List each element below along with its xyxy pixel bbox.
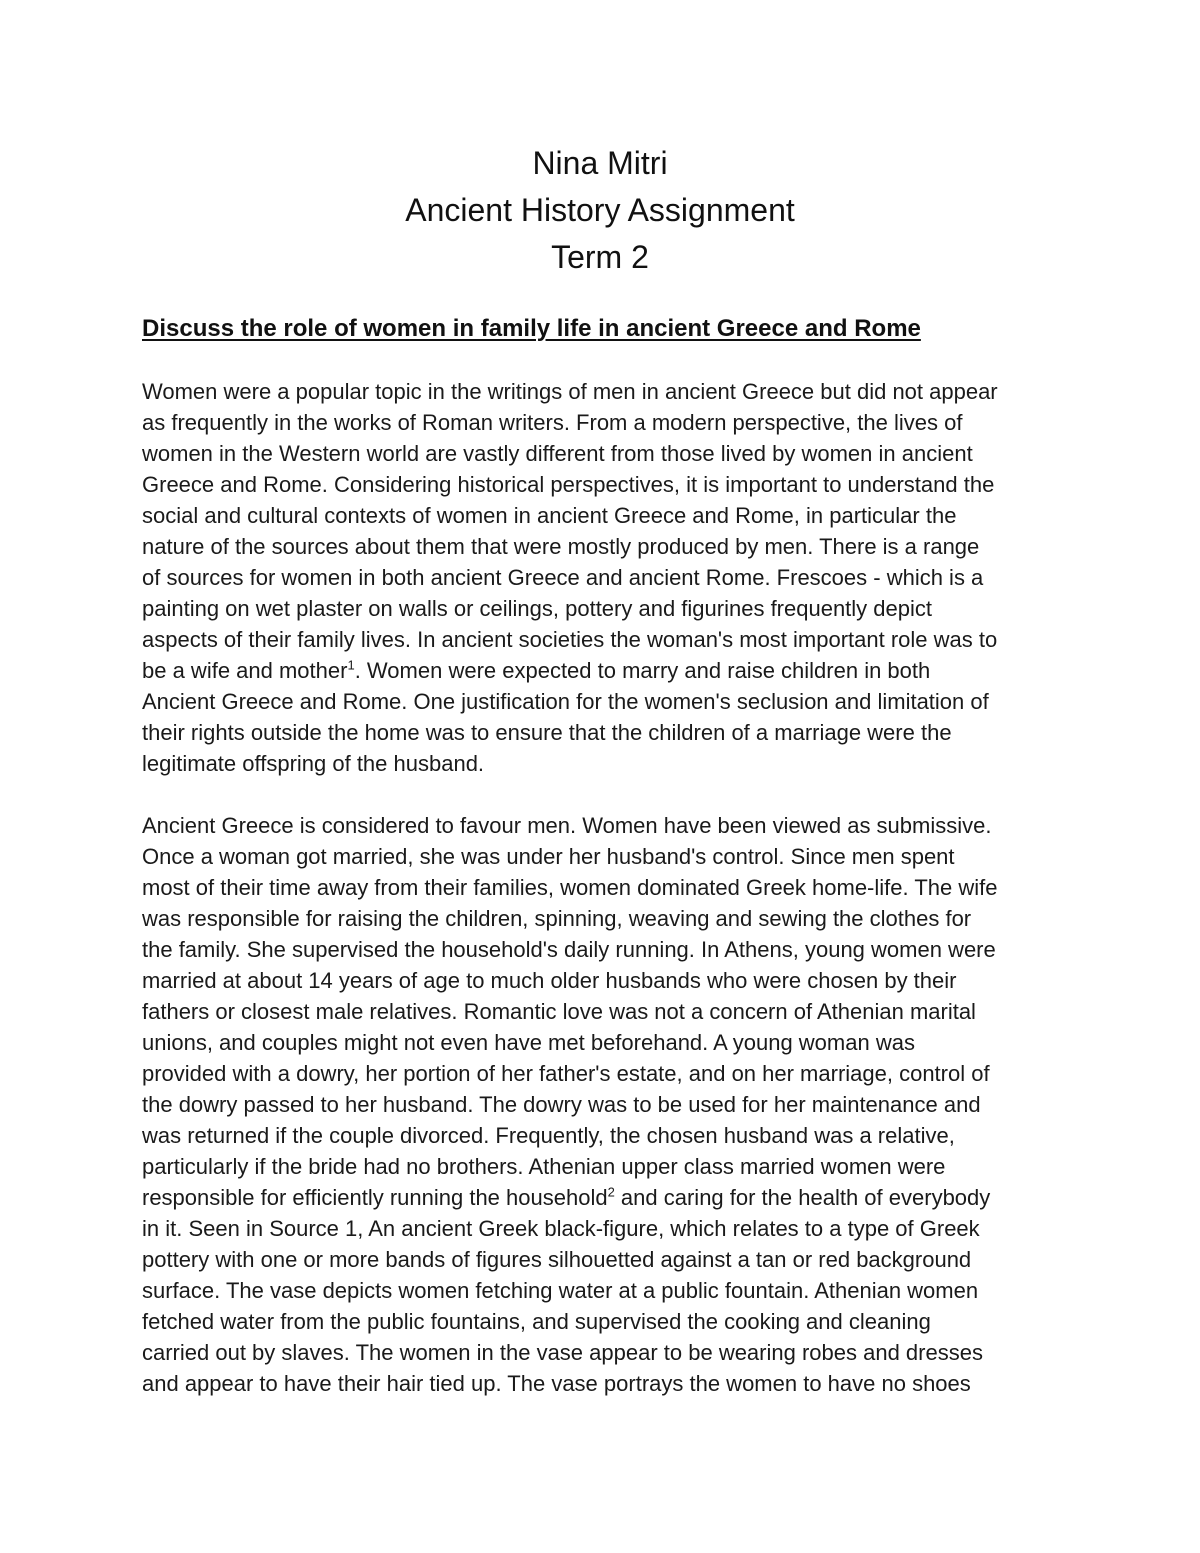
text-line: Women were a popular topic in the writings of men in ancient Greece but did not appear xyxy=(142,379,998,404)
text-line: pottery with one or more bands of figures silhouetted against a tan or red background xyxy=(142,1247,972,1272)
text-line: surface. The vase depicts women fetching water at a public fountain. Athenian women xyxy=(142,1278,979,1303)
text-line: fathers or closest male relatives. Romantic love was not a concern of Athenian marital xyxy=(142,999,976,1024)
term-label: Term 2 xyxy=(551,239,649,275)
text-line: was responsible for raising the children, spinning, weaving and sewing the clothes for xyxy=(142,906,972,931)
footnote-marker[interactable]: 2 xyxy=(607,1184,615,1200)
assignment-title: Ancient History Assignment xyxy=(405,192,795,228)
text-line: Once a woman got married, she was under her husband's control. Since men spent xyxy=(142,844,955,869)
text-line: the dowry passed to her husband. The dowry was to be used for her maintenance and xyxy=(142,1092,981,1117)
text-segment: and caring for the health of everybody xyxy=(614,1185,991,1210)
text-line: Greece and Rome. Considering historical perspectives, it is important to understand the xyxy=(142,472,995,497)
text-line-with-footnote xyxy=(142,655,1082,686)
text-segment: . Women were expected to marry and raise children in both xyxy=(354,658,931,683)
text-line: painting on wet plaster on walls or ceilings, pottery and figurines frequently depict xyxy=(142,596,933,621)
text-line-with-footnote xyxy=(142,1182,1082,1213)
text-line: nature of the sources about them that were mostly produced by men. There is a range xyxy=(142,534,980,559)
text-line: legitimate offspring of the husband. xyxy=(142,751,485,776)
text-line: their rights outside the home was to ensure that the children of a marriage were the xyxy=(142,720,952,745)
paragraph-2 xyxy=(142,810,1082,1399)
text-line: was returned if the couple divorced. Frequently, the chosen husband was a relative, xyxy=(142,1123,955,1148)
text-line: fetched water from the public fountains, and supervised the cooking and cleaning xyxy=(142,1309,931,1334)
text-line: provided with a dowry, her portion of her father's estate, and on her marriage, control of xyxy=(142,1061,990,1086)
text-line: unions, and couples might not even have met beforehand. A young woman was xyxy=(142,1030,915,1055)
text-line: married at about 14 years of age to much older husbands who were chosen by their xyxy=(142,968,957,993)
essay-question-heading: Discuss the role of women in family life in ancient Greece and Rome xyxy=(142,315,921,342)
text-line: Ancient Greece and Rome. One justification for the women's seclusion and limitation of xyxy=(142,689,989,714)
text-line: Ancient Greece is considered to favour men. Women have been viewed as submissive. xyxy=(142,813,992,838)
text-line: particularly if the bride had no brothers. Athenian upper class married women were xyxy=(142,1154,946,1179)
text-line: carried out by slaves. The women in the vase appear to be wearing robes and dresses xyxy=(142,1340,983,1365)
text-segment: responsible for efficiently running the household xyxy=(142,1185,608,1210)
title-block xyxy=(0,140,1200,281)
text-line: aspects of their family lives. In ancient societies the woman's most important role was to xyxy=(142,627,998,652)
text-line: the family. She supervised the household's daily running. In Athens, young women were xyxy=(142,937,996,962)
text-line: women in the Western world are vastly different from those lived by women in ancient xyxy=(142,441,973,466)
text-line: in it. Seen in Source 1, An ancient Greek black-figure, which relates to a type of Greek xyxy=(142,1216,980,1241)
text-line: social and cultural contexts of women in ancient Greece and Rome, in particular the xyxy=(142,503,957,528)
footnote-marker[interactable]: 1 xyxy=(347,657,355,673)
text-line: and appear to have their hair tied up. The vase portrays the women to have no shoes xyxy=(142,1371,971,1396)
text-line: most of their time away from their families, women dominated Greek home-life. The wife xyxy=(142,875,998,900)
text-segment: be a wife and mother xyxy=(142,658,348,683)
text-line: of sources for women in both ancient Greece and ancient Rome. Frescoes - which is a xyxy=(142,565,984,590)
paragraph-1 xyxy=(142,376,1082,779)
text-line: as frequently in the works of Roman writers. From a modern perspective, the lives of xyxy=(142,410,963,435)
author-name: Nina Mitri xyxy=(532,145,668,181)
